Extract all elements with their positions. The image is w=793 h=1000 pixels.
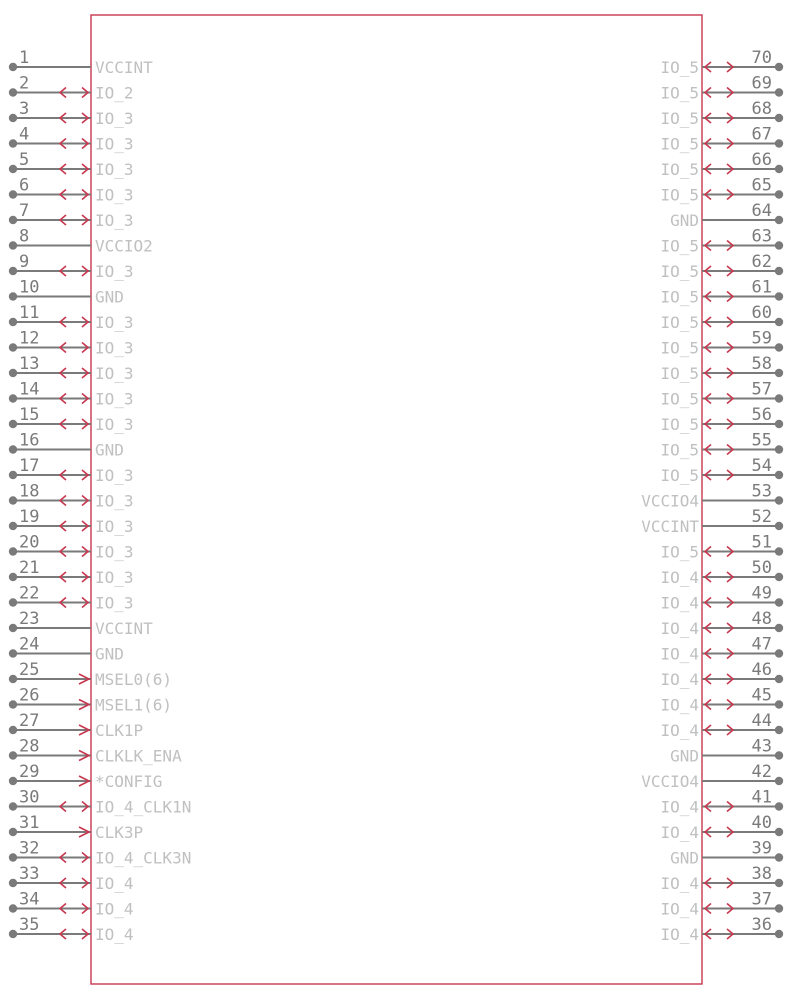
pin-number: 24 <box>19 634 40 655</box>
pin-endpoint[interactable] <box>775 88 783 96</box>
pin-endpoint[interactable] <box>9 190 17 198</box>
pin-label: IO_4 <box>660 721 699 740</box>
pin-endpoint[interactable] <box>775 675 783 683</box>
pin-35 <box>9 915 134 944</box>
pin-number: 59 <box>751 328 772 349</box>
pin-number: 13 <box>19 354 40 374</box>
pin-endpoint[interactable] <box>775 343 783 351</box>
pin-number: 50 <box>751 558 772 578</box>
pin-number: 28 <box>19 736 40 757</box>
pin-label: IO_5 <box>660 415 699 434</box>
pin-label: IO_4 <box>660 670 699 689</box>
pin-label: IO_5 <box>660 542 699 562</box>
pin-number: 19 <box>19 507 40 527</box>
pin-endpoint[interactable] <box>9 343 17 351</box>
pin-number: 65 <box>751 175 772 196</box>
pin-endpoint[interactable] <box>775 63 783 71</box>
pin-number: 49 <box>751 583 772 604</box>
pin-label: IO_3 <box>95 593 134 613</box>
pin-endpoint[interactable] <box>775 139 783 147</box>
pin-label: IO_3 <box>95 185 134 205</box>
pin-endpoint[interactable] <box>775 471 783 479</box>
pin-endpoint[interactable] <box>775 216 783 224</box>
pin-number: 22 <box>19 583 40 604</box>
pin-number: 30 <box>19 787 40 808</box>
pin-label: IO_5 <box>660 440 699 460</box>
pin-label: IO_2 <box>95 83 134 103</box>
pin-label: IO_4 <box>95 925 134 944</box>
pin-endpoint[interactable] <box>9 292 17 300</box>
pin-number: 53 <box>751 481 772 502</box>
pin-endpoint[interactable] <box>775 904 783 912</box>
pin-endpoint[interactable] <box>9 802 17 810</box>
pin-number: 7 <box>19 201 30 221</box>
pin-endpoint[interactable] <box>9 241 17 249</box>
pin-number: 64 <box>751 201 772 221</box>
pin-endpoint[interactable] <box>9 573 17 581</box>
pin-number: 14 <box>19 379 40 400</box>
pin-endpoint[interactable] <box>775 726 783 734</box>
pin-label: IO_4 <box>660 644 699 664</box>
pin-endpoint[interactable] <box>9 930 17 938</box>
pin-number: 9 <box>19 252 30 272</box>
pin-label: IO_4 <box>660 568 699 587</box>
pin-number: 2 <box>19 73 30 94</box>
pin-number: 1 <box>19 48 30 68</box>
pin-number: 37 <box>751 889 772 910</box>
pin-endpoint[interactable] <box>775 292 783 300</box>
pin-label: IO_3 <box>95 364 134 383</box>
pin-endpoint[interactable] <box>9 420 17 428</box>
pin-label: MSEL1(6) <box>95 695 173 715</box>
pin-number: 69 <box>751 73 772 94</box>
pin-endpoint[interactable] <box>775 420 783 428</box>
pin-label: VCCINT <box>95 58 153 77</box>
pin-number: 58 <box>751 354 772 374</box>
pin-number: 54 <box>751 456 772 476</box>
pin-label: IO_3 <box>95 517 134 536</box>
pin-label: IO_5 <box>660 466 699 485</box>
pin-number: 35 <box>19 915 40 935</box>
pin-endpoint[interactable] <box>9 165 17 173</box>
pin-number: 68 <box>751 99 772 119</box>
pin-endpoint[interactable] <box>9 904 17 912</box>
left-pin-group <box>9 48 192 944</box>
pin-label: IO_5 <box>660 185 699 205</box>
pin-number: 18 <box>19 481 40 502</box>
pin-label: IO_5 <box>660 83 699 103</box>
pin-number: 57 <box>751 379 772 400</box>
pin-label: IO_3 <box>95 542 134 562</box>
pin-label: VCCINT <box>95 619 153 638</box>
pin-endpoint[interactable] <box>9 751 17 759</box>
pin-label: IO_4 <box>95 874 134 893</box>
pin-8 <box>9 227 153 256</box>
pin-number: 26 <box>19 685 40 706</box>
pin-endpoint[interactable] <box>775 445 783 453</box>
pin-number: 11 <box>19 303 40 323</box>
pin-label: VCCIO2 <box>95 236 153 256</box>
pin-label: IO_4_CLK1N <box>95 797 192 817</box>
pin-endpoint[interactable] <box>775 114 783 122</box>
pin-number: 15 <box>19 405 40 425</box>
pin-number: 5 <box>19 150 30 170</box>
pin-number: 12 <box>19 328 40 349</box>
pin-label: VCCIO4 <box>641 491 699 511</box>
pin-label: IO_4_CLK3N <box>95 848 192 868</box>
pin-endpoint[interactable] <box>775 190 783 198</box>
pin-label: IO_3 <box>95 109 134 128</box>
pin-label: IO_5 <box>660 338 699 358</box>
pin-endpoint[interactable] <box>775 318 783 326</box>
pin-endpoint[interactable] <box>775 369 783 377</box>
pin-number: 45 <box>751 685 772 706</box>
pin-label: IO_5 <box>660 160 699 179</box>
pin-endpoint[interactable] <box>9 547 17 555</box>
ic-body-outline <box>91 15 702 984</box>
pin-label: IO_3 <box>95 134 134 154</box>
pin-endpoint[interactable] <box>9 216 17 224</box>
pin-endpoint[interactable] <box>775 394 783 402</box>
pin-label: IO_3 <box>95 415 134 434</box>
pin-endpoint[interactable] <box>775 598 783 606</box>
pin-label: IO_4 <box>660 874 699 893</box>
pin-number: 63 <box>751 226 772 247</box>
pin-number: 41 <box>751 787 772 808</box>
pin-number: 25 <box>19 660 40 680</box>
pin-endpoint[interactable] <box>9 496 17 504</box>
pin-endpoint[interactable] <box>775 930 783 938</box>
pin-endpoint[interactable] <box>775 802 783 810</box>
pin-endpoint[interactable] <box>9 267 17 275</box>
pin-number: 21 <box>19 558 40 578</box>
pin-number: 23 <box>19 609 40 629</box>
pin-number: 8 <box>19 226 30 247</box>
pin-label: MSEL0(6) <box>95 670 173 689</box>
pin-endpoint[interactable] <box>9 828 17 836</box>
pin-endpoint[interactable] <box>9 853 17 861</box>
pin-label: IO_5 <box>660 58 699 77</box>
pin-label: IO_3 <box>95 262 134 281</box>
pin-endpoint[interactable] <box>775 496 783 504</box>
pin-endpoint[interactable] <box>9 675 17 683</box>
pin-number: 20 <box>19 532 40 553</box>
pin-label: IO_3 <box>95 466 134 485</box>
pin-label: IO_3 <box>95 160 134 179</box>
pin-label: IO_3 <box>95 211 134 230</box>
pin-endpoint[interactable] <box>775 879 783 887</box>
pin-number: 33 <box>19 864 40 884</box>
pin-label: GND <box>95 287 124 307</box>
right-pin-group <box>641 48 783 944</box>
pin-number: 42 <box>751 762 772 782</box>
pin-label: IO_4 <box>95 899 134 919</box>
pin-label: IO_5 <box>660 109 699 128</box>
pin-label: IO_3 <box>95 338 134 358</box>
pin-label: IO_3 <box>95 313 134 332</box>
pin-endpoint[interactable] <box>775 267 783 275</box>
pin-number: 67 <box>751 124 772 145</box>
pin-endpoint[interactable] <box>9 700 17 708</box>
pin-label: VCCIO4 <box>641 772 699 791</box>
pin-number: 38 <box>751 864 772 884</box>
pin-label: IO_4 <box>660 695 699 715</box>
pin-label: IO_5 <box>660 364 699 383</box>
pin-number: 4 <box>19 124 30 145</box>
pin-number: 10 <box>19 277 40 298</box>
pin-number: 51 <box>751 532 772 553</box>
pin-label: IO_5 <box>660 287 699 307</box>
pin-number: 62 <box>751 252 772 272</box>
pin-number: 40 <box>751 813 772 833</box>
pin-number: 39 <box>751 838 772 859</box>
pin-label: GND <box>670 848 699 868</box>
pin-label: IO_3 <box>95 389 134 409</box>
pin-endpoint[interactable] <box>775 547 783 555</box>
pin-number: 60 <box>751 303 772 323</box>
pin-endpoint[interactable] <box>775 649 783 657</box>
pin-label: IO_4 <box>660 797 699 817</box>
pin-number: 17 <box>19 456 40 476</box>
pin-endpoint[interactable] <box>9 522 17 530</box>
pin-number: 6 <box>19 175 30 196</box>
pin-number: 70 <box>751 48 772 68</box>
pin-label: *CONFIG <box>95 772 163 791</box>
pin-label: CLK1P <box>95 721 144 740</box>
pin-endpoint[interactable] <box>9 471 17 479</box>
pin-endpoint[interactable] <box>9 318 17 326</box>
pin-label: VCCINT <box>641 517 699 536</box>
pin-endpoint[interactable] <box>775 700 783 708</box>
pin-label: IO_4 <box>660 925 699 944</box>
pin-endpoint[interactable] <box>775 573 783 581</box>
pin-label: IO_5 <box>660 313 699 332</box>
pin-label: GND <box>95 440 124 460</box>
pin-number: 52 <box>751 507 772 527</box>
pin-number: 47 <box>751 634 772 655</box>
pin-number: 34 <box>19 889 40 910</box>
pin-endpoint[interactable] <box>9 777 17 785</box>
pin-label: IO_5 <box>660 262 699 281</box>
pin-endpoint[interactable] <box>775 165 783 173</box>
pin-number: 48 <box>751 609 772 629</box>
pin-36 <box>660 915 783 944</box>
pin-endpoint[interactable] <box>775 828 783 836</box>
pin-number: 36 <box>751 915 772 935</box>
pin-endpoint[interactable] <box>9 649 17 657</box>
pin-number: 32 <box>19 838 40 859</box>
pin-endpoint[interactable] <box>9 394 17 402</box>
pin-number: 55 <box>751 430 772 451</box>
pin-endpoint[interactable] <box>9 63 17 71</box>
pin-label: IO_4 <box>660 593 699 613</box>
pin-label: GND <box>95 644 124 664</box>
pin-label: IO_3 <box>95 491 134 511</box>
pin-label: IO_4 <box>660 823 699 842</box>
pin-number: 3 <box>19 99 30 119</box>
pin-endpoint[interactable] <box>9 369 17 377</box>
pin-label: IO_5 <box>660 389 699 409</box>
pin-number: 46 <box>751 660 772 680</box>
pin-endpoint[interactable] <box>775 624 783 632</box>
pin-endpoint[interactable] <box>9 114 17 122</box>
pin-endpoint[interactable] <box>775 241 783 249</box>
pin-number: 31 <box>19 813 40 833</box>
pin-endpoint[interactable] <box>9 879 17 887</box>
pin-number: 16 <box>19 430 40 451</box>
pin-label: IO_5 <box>660 236 699 256</box>
pin-number: 61 <box>751 277 772 298</box>
pin-label: IO_3 <box>95 568 134 587</box>
pin-1 <box>9 48 153 77</box>
pin-endpoint[interactable] <box>775 522 783 530</box>
pin-label: IO_4 <box>660 899 699 919</box>
pin-label: GND <box>670 211 699 230</box>
pin-label: GND <box>670 746 699 766</box>
pin-label: IO_5 <box>660 134 699 154</box>
pin-endpoint[interactable] <box>775 751 783 759</box>
pin-endpoint[interactable] <box>9 598 17 606</box>
pin-endpoint[interactable] <box>9 88 17 96</box>
pin-number: 44 <box>751 711 772 731</box>
pin-endpoint[interactable] <box>775 777 783 785</box>
pin-endpoint[interactable] <box>9 726 17 734</box>
pin-endpoint[interactable] <box>9 139 17 147</box>
pin-number: 56 <box>751 405 772 425</box>
pin-number: 29 <box>19 762 40 782</box>
pin-number: 27 <box>19 711 40 731</box>
pin-endpoint[interactable] <box>9 445 17 453</box>
pin-label: CLKLK_ENA <box>95 746 182 766</box>
pin-number: 43 <box>751 736 772 757</box>
pin-endpoint[interactable] <box>9 624 17 632</box>
pin-number: 66 <box>751 150 772 170</box>
pin-label: IO_4 <box>660 619 699 638</box>
pin-endpoint[interactable] <box>775 853 783 861</box>
pin-label: CLK3P <box>95 823 144 842</box>
